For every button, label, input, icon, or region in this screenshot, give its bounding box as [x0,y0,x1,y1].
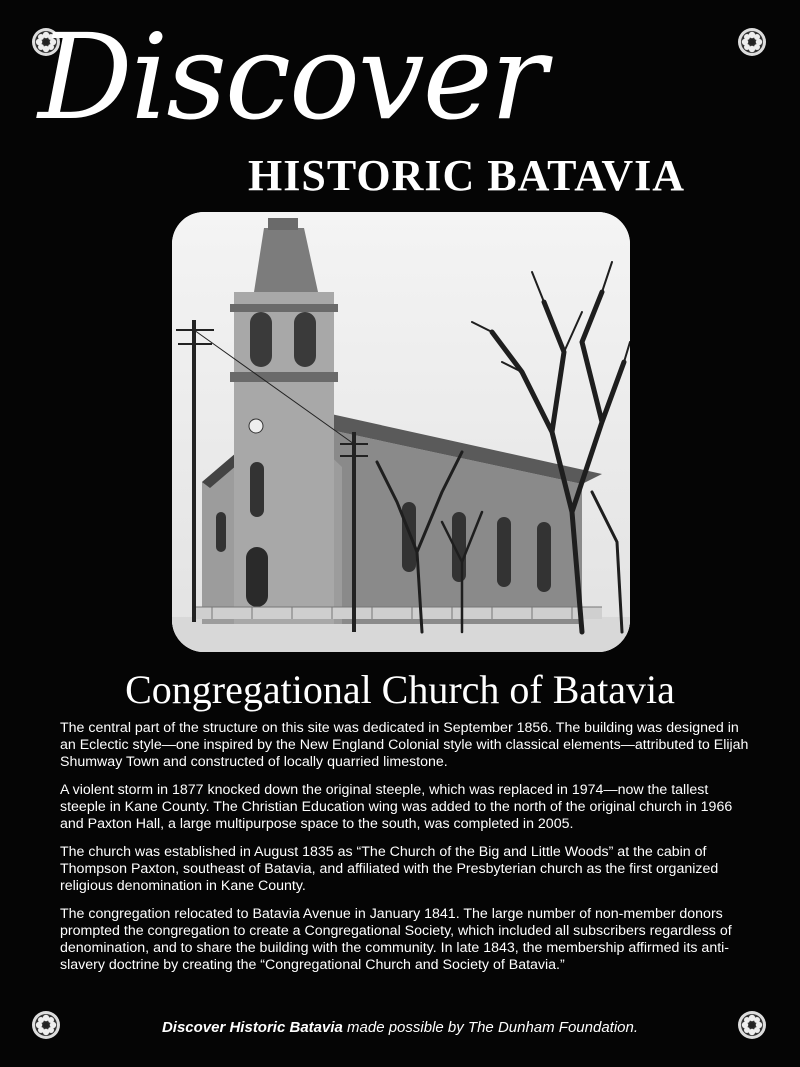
rosette-bolt-icon [737,27,767,57]
church-illustration [172,212,630,652]
body-text [60,720,750,985]
church-photo [172,212,630,652]
historic-batavia-subtitle: HISTORIC BATAVIA [248,151,685,200]
paragraph-relocation: The congregation relocated to Batavia Avenue in January 1841. The large number of non-member donors prompted the congregation to create a Congregational Society, which included all subscribers regardless of denomination, and to share the building with the community. In late 1843, the membership affirmed its anti-slavery doctrine by creating the “Congregational Church and Society of Batavia.” [60,906,732,973]
paragraph-establishment: The church was established in August 1835 as “The Church of the Big and Little Woods” at the cabin of Thompson Paxton, southeast of Batavia, and affiliated with the Presbyterian church as the first organized religious denomination in Kane County. [60,844,719,894]
credit-sponsor: made possible by The Dunham Foundation. [342,1019,639,1036]
discover-script-heading: Discover [38,8,545,146]
sponsor-credit [0,1019,800,1036]
church-title: Congregational Church of Batavia [125,667,675,712]
paragraph-dedication: The central part of the structure on this site was dedicated in September 1856. The building was designed in an Eclectic style—one inspired by the New England Colonial style with classical elements—attributed to Elijah Shumway Town and constructed of locally quarried limestone. [60,720,749,770]
paragraph-steeple: A violent storm in 1877 knocked down the original steeple, which was replaced in 1974—now the tallest steeple in Kane County. The Christian Education wing was added to the north of the original church in 1966 and Paxton Hall, a large multipurpose space to the south, was completed in 2005. [60,782,733,832]
credit-program-name: Discover Historic Batavia [161,1019,343,1036]
